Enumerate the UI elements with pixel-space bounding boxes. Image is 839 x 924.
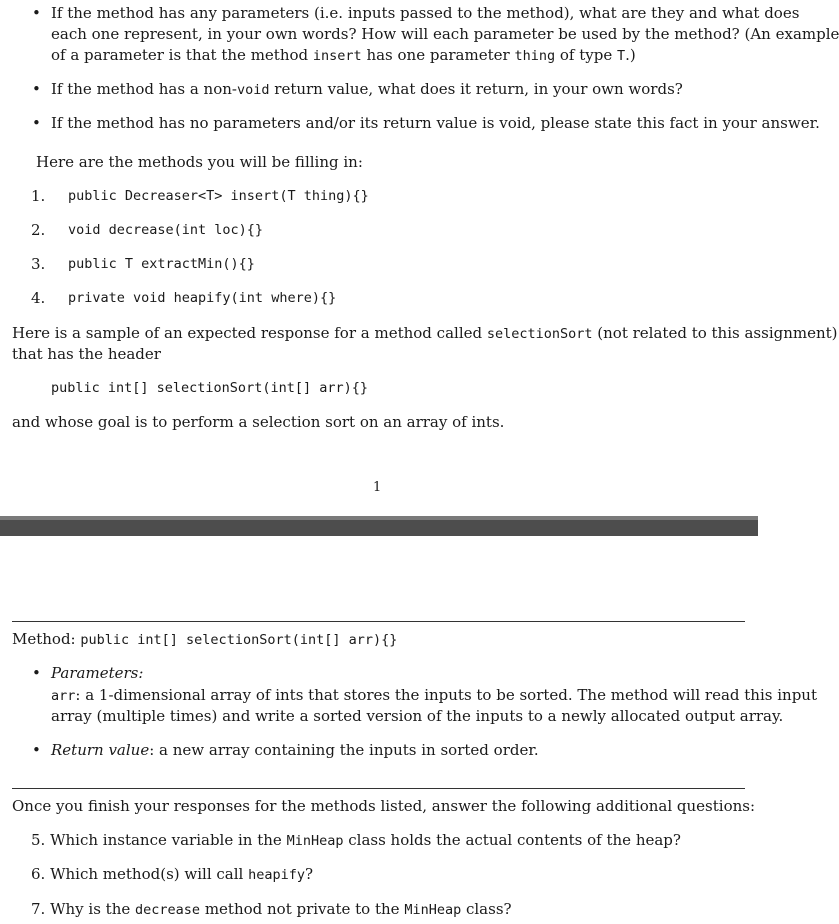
inline-code: decrease (135, 902, 201, 918)
param-name: arr (51, 688, 76, 704)
text-segment: method not private to the (200, 900, 405, 918)
question-text (50, 831, 681, 849)
question-5 (31, 829, 681, 852)
text-segment: Which method(s) will call (50, 865, 249, 883)
bullet-1-line-2 (51, 23, 839, 45)
return-desc: : a new array containing the inputs in sorted order. (149, 741, 539, 759)
method-number: 1. (31, 187, 46, 205)
text-segment: If the method has a non- (51, 80, 237, 98)
text-segment: Why is the (50, 900, 136, 918)
text-segment: each one represent, in your own words? How will each parameter be used by the method? (An example (51, 25, 839, 43)
question-7 (31, 898, 512, 921)
bullet-marker: • (32, 4, 41, 22)
sample-method-name: selectionSort (486, 326, 593, 342)
inline-code: insert (312, 48, 362, 64)
top-rule (12, 621, 745, 622)
question-text (50, 900, 511, 918)
page-number: 1 (373, 480, 382, 495)
method-box-heading (12, 628, 397, 651)
sample-paragraph-line-1 (12, 322, 838, 345)
methods-intro: Here are the methods you will be filling in: (36, 153, 363, 171)
method-number: 4. (31, 289, 46, 307)
text-segment: ? (305, 865, 314, 883)
inline-code: T (616, 48, 626, 64)
bullet-marker: • (32, 114, 41, 132)
sample-text: (not related to this assignment) (592, 324, 838, 342)
question-6 (31, 863, 313, 886)
sample-goal: and whose goal is to perform a selection sort on an array of ints. (12, 413, 505, 431)
text-segment: If the method has any parameters (i.e. inputs passed to the method), what are they and what does (51, 4, 800, 22)
bottom-rule (12, 788, 745, 789)
return-value-line (51, 739, 539, 761)
inline-code: heapify (248, 867, 306, 883)
method-signature: private void heapify(int where){} (68, 290, 337, 306)
return-label: Return value (51, 741, 150, 759)
text-segment: class? (461, 900, 512, 918)
bullet-2-line-1 (51, 78, 683, 101)
text-segment: If the method has no parameters and/or its return value is void, please state this fact in your answer. (51, 114, 820, 132)
text-segment: Which instance variable in the (50, 831, 287, 849)
text-segment: class holds the actual contents of the heap? (343, 831, 681, 849)
param-desc-line-2: array (multiple times) and write a sorted version of the inputs to a newly allocated output array. (51, 707, 784, 725)
method-signature: void decrease(int loc){} (68, 222, 264, 238)
method-number: 2. (31, 221, 46, 239)
text-segment: return value, what does it return, in your own words? (269, 80, 683, 98)
text-segment: .) (625, 46, 636, 64)
inline-code: MinHeap (404, 902, 462, 918)
text-segment: of type (555, 46, 617, 64)
parameters-label: Parameters: (51, 664, 144, 682)
question-number: 5. (31, 831, 46, 849)
followup-intro: Once you finish your responses for the methods listed, answer the following additional questions: (12, 797, 756, 815)
inline-code: MinHeap (286, 833, 344, 849)
bullet-3-line-1 (51, 112, 820, 134)
bullet-marker: • (32, 80, 41, 98)
method-signature: public T extractMin(){} (68, 256, 255, 272)
method-box-signature: public int[] selectionSort(int[] arr){} (80, 632, 398, 648)
bullet-marker: • (32, 741, 41, 759)
sample-paragraph-line-2: that has the header (12, 345, 161, 363)
text-segment: has one parameter (361, 46, 515, 64)
text-segment: of a parameter is that the method (51, 46, 313, 64)
sample-text: Here is a sample of an expected response for a method called (12, 324, 487, 342)
inline-code: void (236, 82, 270, 98)
method-signature: public Decreaser<T> insert(T thing){} (68, 188, 369, 204)
param-desc-line-1 (51, 684, 817, 707)
question-number: 6. (31, 865, 46, 883)
bullet-1-line-1 (51, 2, 799, 24)
sample-header-code: public int[] selectionSort(int[] arr){} (51, 380, 368, 396)
inline-code: thing (514, 48, 556, 64)
method-number: 3. (31, 255, 46, 273)
page-break-bar (0, 520, 758, 536)
bullet-1-line-3 (51, 44, 636, 67)
bullet-marker: • (32, 664, 41, 682)
method-label: Method: (12, 630, 81, 648)
question-text (50, 865, 313, 883)
param-desc: : a 1-dimensional array of ints that stores the inputs to be sorted. The method will read this input (75, 686, 817, 704)
question-number: 7. (31, 900, 46, 918)
